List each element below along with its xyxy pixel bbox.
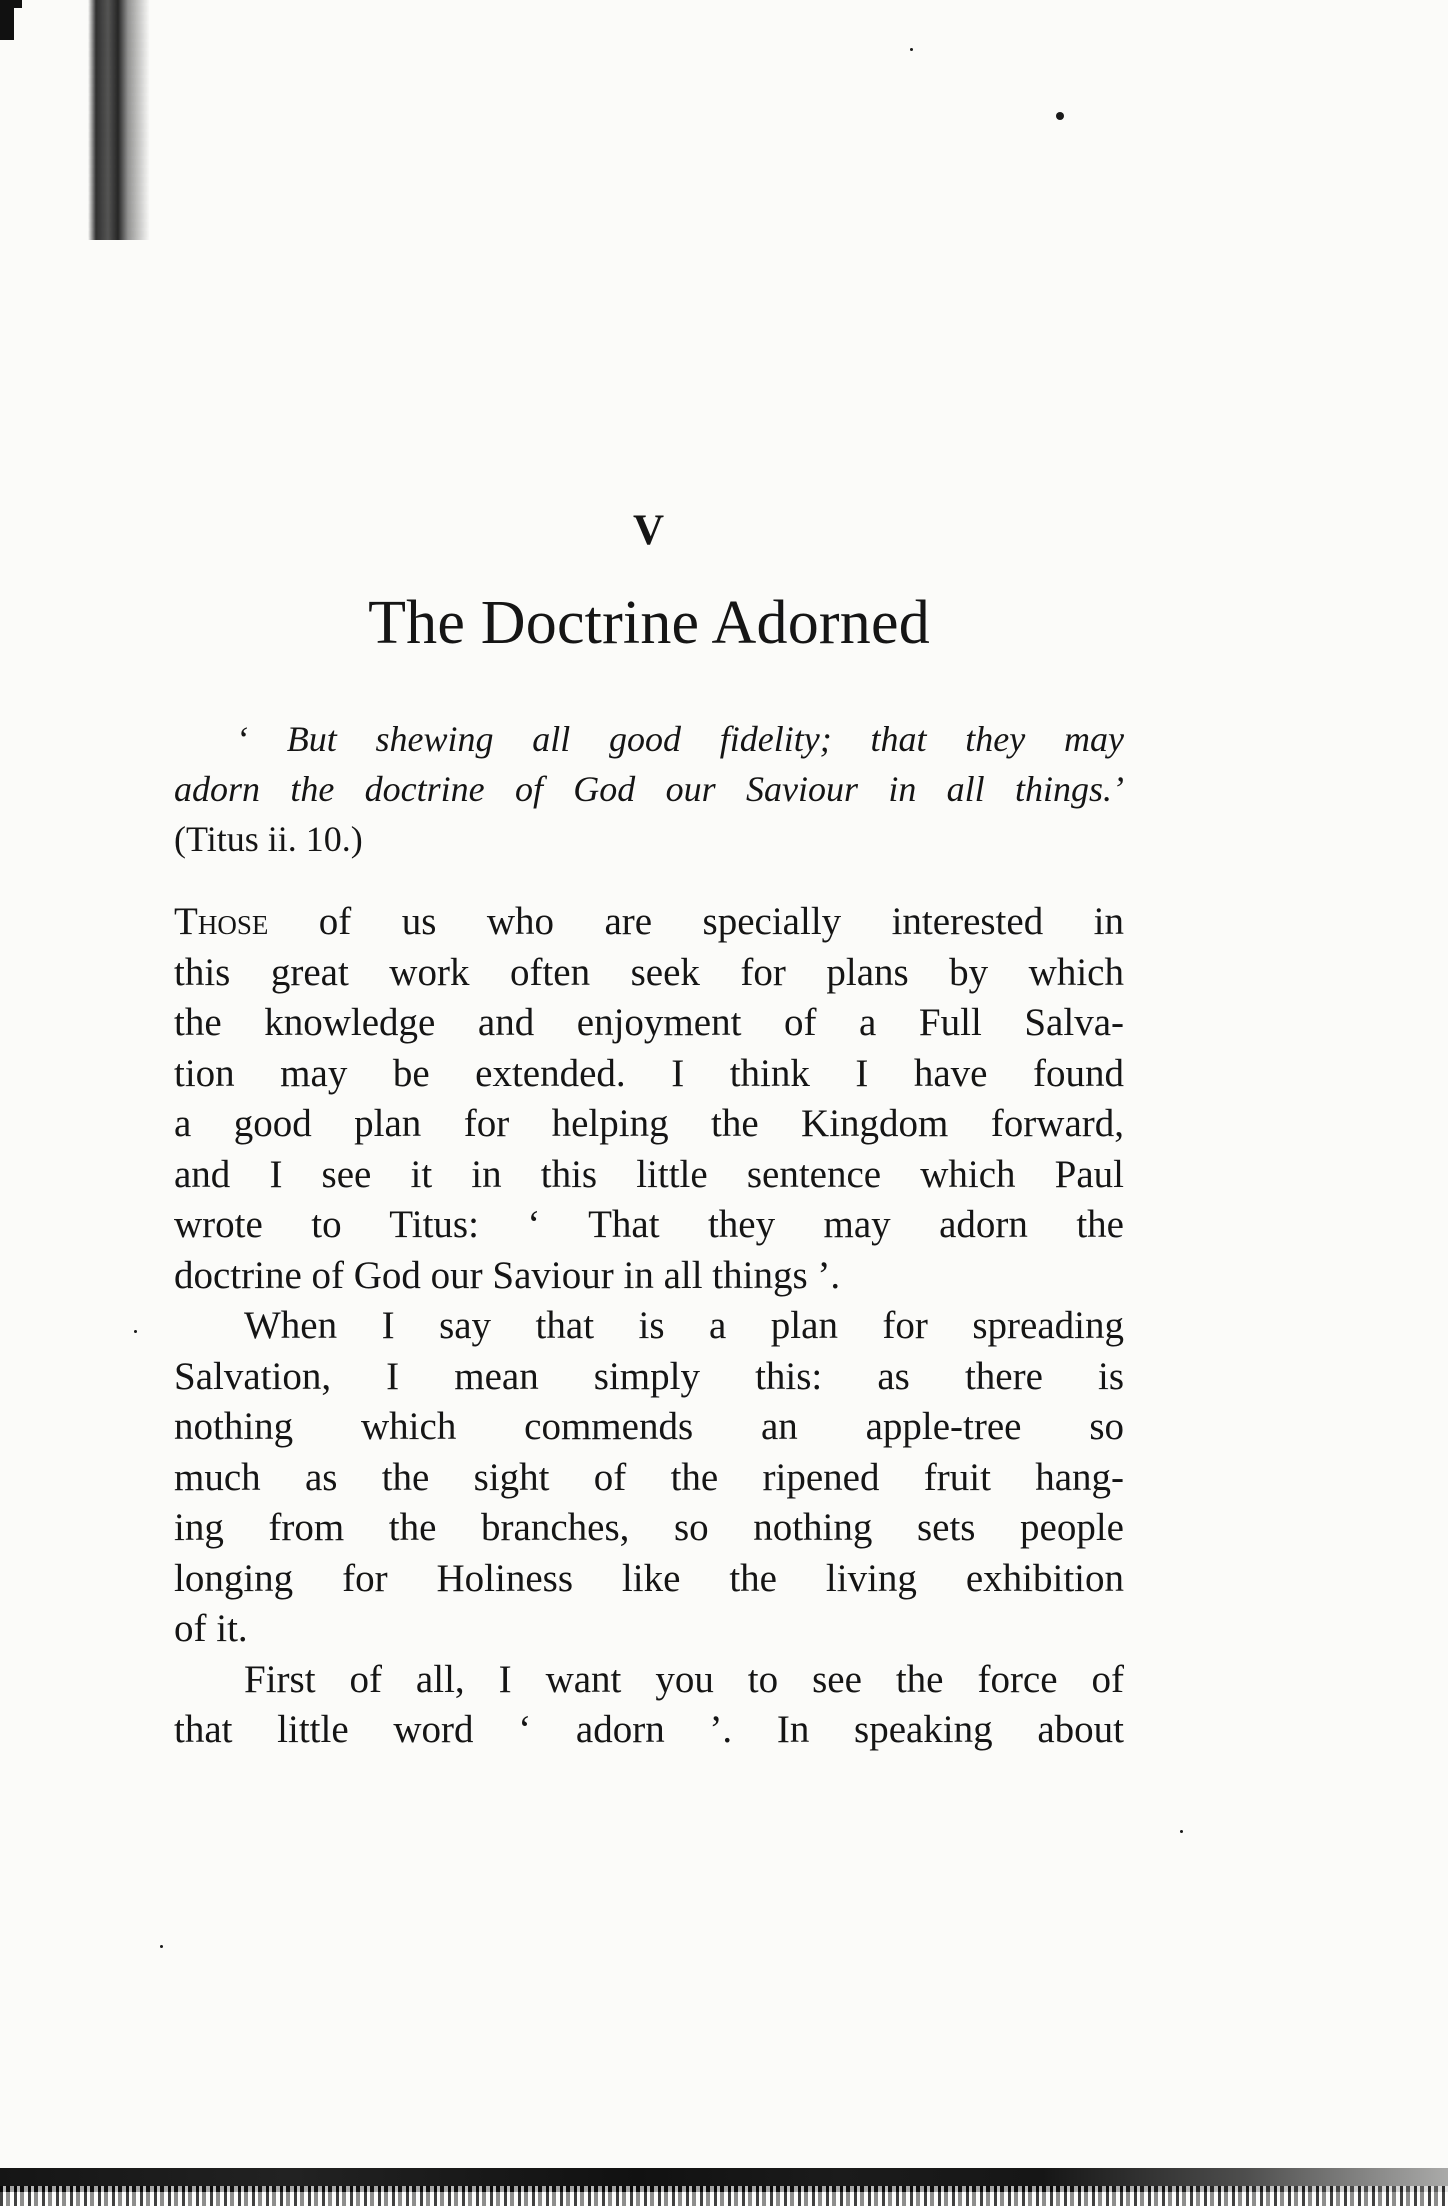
chapter-title: The Doctrine Adorned: [368, 589, 930, 657]
scan-speck: [1056, 112, 1064, 120]
scan-speck: [1180, 1830, 1183, 1833]
chapter-number: V: [632, 507, 666, 554]
epigraph-citation: (Titus ii. 10.): [174, 819, 363, 859]
body-line: ing from the branches, so nothing sets people: [174, 1506, 1124, 1549]
scan-corner-mark: [0, 0, 14, 40]
body-line: wrote to Titus: ‘ That they may adorn the: [174, 1203, 1124, 1246]
body-line: of it.: [174, 1607, 248, 1650]
body-line: longing for Holiness like the living exhibition: [174, 1556, 1124, 1600]
scan-bottom-edge: [0, 2144, 1448, 2206]
body-line: the knowledge and enjoyment of a Full Salva-: [174, 1001, 1124, 1044]
epigraph-line: ‘ But shewing all good fidelity; that they may: [236, 719, 1124, 759]
body-line: nothing which commends an apple-tree so: [174, 1405, 1124, 1448]
body-line-text: of us who are specially interested in: [268, 900, 1124, 943]
epigraph-line: adorn the doctrine of God our Saviour in all things.’: [174, 769, 1124, 809]
scan-binding-shadow: [88, 0, 150, 240]
body-line: much as the sight of the ripened fruit hang-: [174, 1455, 1124, 1499]
body-line: Salvation, I mean simply this: as there is: [174, 1354, 1124, 1398]
lead-word: Those: [174, 900, 269, 943]
scan-speck: [160, 1945, 163, 1948]
scan-speck: [134, 1330, 137, 1333]
book-page: [174, 505, 1124, 1756]
body-line: and I see it in this little sentence which Paul: [174, 1152, 1124, 1196]
body-line: that little word ‘ adorn ’. In speaking about: [174, 1708, 1124, 1751]
scan-bottom-grain: [0, 2186, 1448, 2206]
body-line: this great work often seek for plans by which: [174, 950, 1124, 994]
body-line: doctrine of God our Saviour in all things ’.: [174, 1253, 841, 1297]
body-line: a good plan for helping the Kingdom forward,: [174, 1102, 1124, 1145]
body-line: [174, 897, 1124, 948]
chapter-body: [174, 897, 1124, 1756]
scan-speck: [910, 48, 913, 51]
body-line: tion may be extended. I think I have found: [174, 1051, 1124, 1095]
body-line: When I say that is a plan for spreading: [244, 1304, 1124, 1347]
body-line: First of all, I want you to see the force of: [244, 1657, 1124, 1701]
epigraph: [174, 714, 1124, 864]
